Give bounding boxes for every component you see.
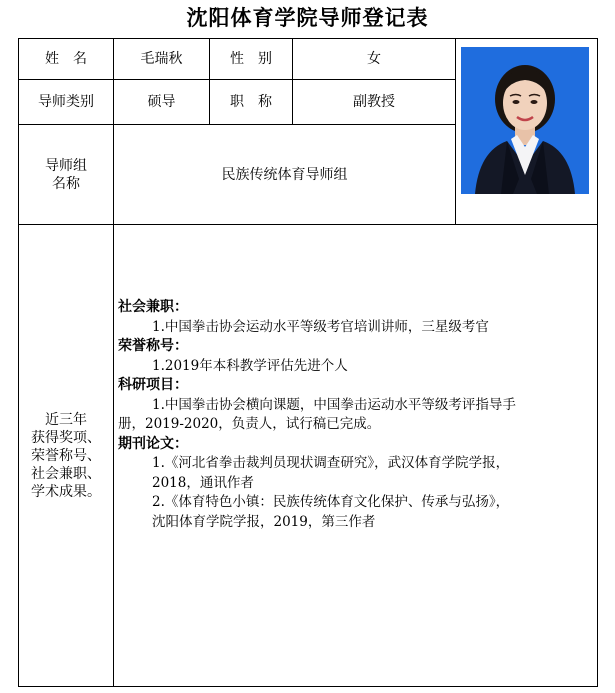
social-heading: 社会兼职： [118,299,188,315]
achievements-content [118,298,600,532]
value-name: 毛瑞秋 [140,51,183,67]
label-name: 姓 名 [45,51,87,67]
paper-item-2-line1: 2.《体育特色小镇：民族传统体育文化保护、传承与弘扬》， [152,494,510,510]
portrait-icon [461,47,589,194]
col-divider [455,38,456,225]
value-title: 副教授 [353,94,395,110]
papers-heading: 期刊论文： [118,435,188,452]
page-title: 沈阳体育学院导师登记表 [186,6,429,30]
value-mentor-type: 硕导 [147,94,176,110]
research-item-line2: 册，2019-2020，负责人，试行稿已完成。 [118,416,381,432]
label-achievements: 近三年 获得奖项、 荣誉称号、 社会兼职、 学术成果。 [31,411,101,500]
label-mentor-type: 导师类别 [38,94,94,110]
label-gender: 性 别 [230,51,272,67]
label-group: 导师组 名称 [45,157,87,192]
paper-item-2-line2: 沈阳体育学院学报，2019，第三作者 [152,513,376,530]
portrait-photo [461,47,589,194]
social-item: 1.中国拳击协会运动水平等级考官培训讲师，三星级考官 [152,318,489,335]
table-border-bottom [18,686,598,687]
research-item-line1: 1.中国拳击协会横向课题，中国拳击运动水平等级考评指导手 [152,396,516,413]
value-group: 民族传统体育导师组 [221,166,348,183]
label-title: 职 称 [230,94,272,110]
research-heading: 科研项目： [118,377,188,393]
honor-heading: 荣誉称号： [118,338,188,354]
value-gender: 女 [367,51,381,67]
paper-item-1-line1: 1.《河北省拳击裁判员现状调查研究》，武汉体育学院学报， [152,455,510,471]
honor-item: 1.2019年本科教学评估先进个人 [152,357,348,374]
paper-item-1-line2: 2018，通讯作者 [152,474,254,491]
